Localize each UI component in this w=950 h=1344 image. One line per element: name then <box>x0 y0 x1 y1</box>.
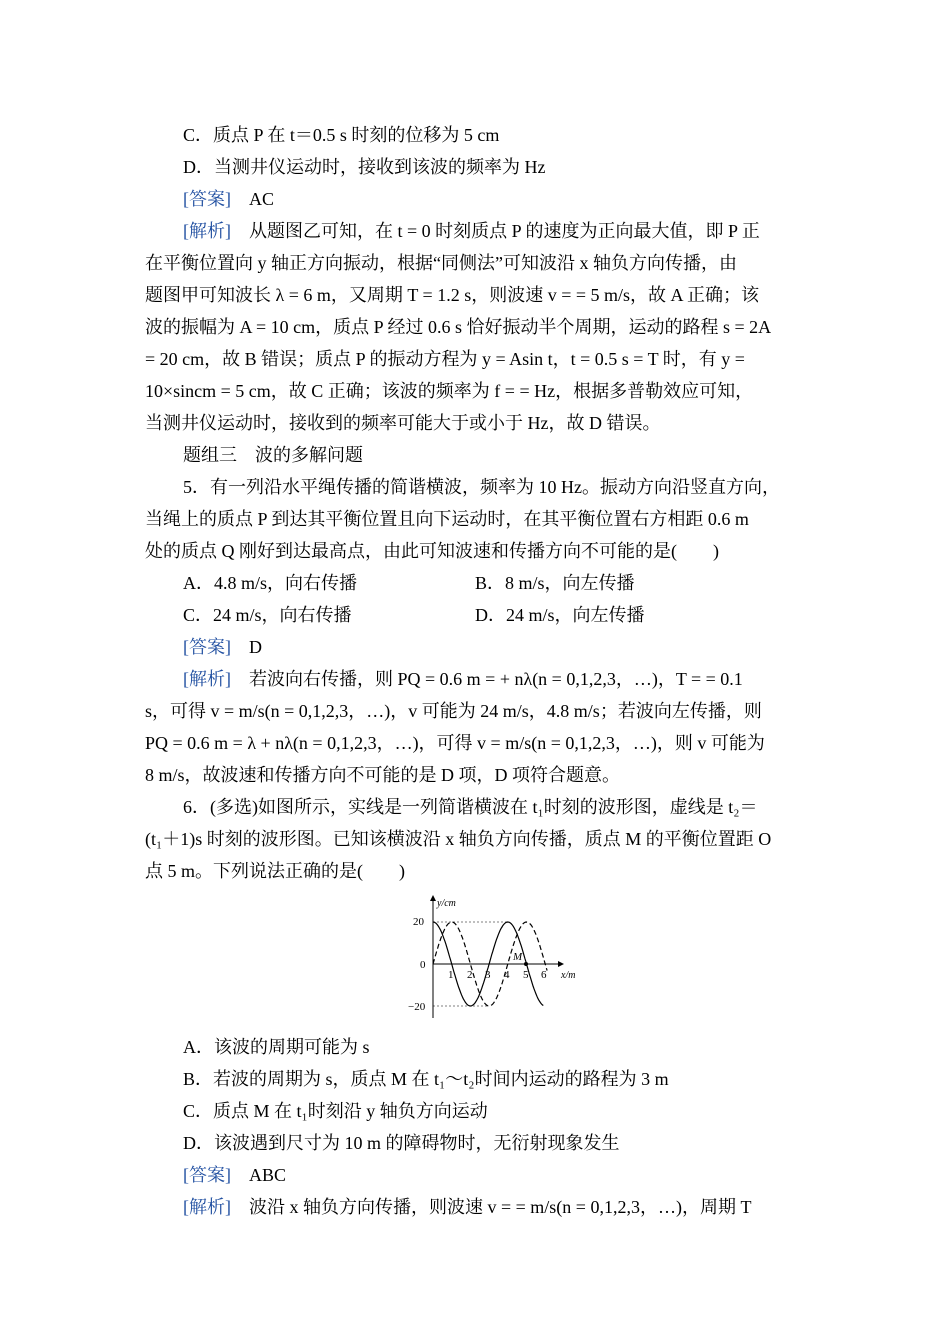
answer-tag: [答案] <box>183 189 231 209</box>
question-5-line: 5．有一列沿水平绳传播的简谐横波，频率为 10 Hz。振动方向沿竖直方向， <box>183 477 780 497</box>
point-m-marker <box>524 962 528 966</box>
option-d-line: D．当测井仪运动时，接收到该波的频率为 Hz <box>183 157 546 177</box>
question-5-line: 当绳上的质点 P 到达其平衡位置且向下运动时，在其平衡位置右方相距 0.6 m <box>145 509 749 529</box>
question-5-line: 处的质点 Q 刚好到达最高点，由此可知波速和传播方向不可能的是( ) <box>145 541 719 561</box>
analysis-line: 题图甲可知波长 λ = 6 m，又周期 T = 1.2 s，则波速 v = = 5 m/s，故 A 正确；该 <box>145 285 760 305</box>
options-row <box>183 572 803 594</box>
options-row <box>183 604 803 626</box>
option-a-line: A．该波的周期可能为 s <box>183 1037 370 1057</box>
option-d-line: D．该波遇到尺寸为 10 m 的障碍物时，无衍射现象发生 <box>183 1133 620 1153</box>
answer-tag: [答案] <box>183 637 231 657</box>
analysis-tag: [解析] <box>183 221 231 241</box>
analysis-line: [解析] 从题图乙可知，在 t = 0 时刻质点 P 的速度为正向最大值，即 P 正 <box>183 221 760 241</box>
option-c-line: C．质点 P 在 t＝0.5 s 时刻的位移为 5 cm <box>183 125 500 145</box>
analysis-line: 8 m/s，故波速和传播方向不可能的是 D 项，D 项符合题意。 <box>145 765 621 785</box>
y-tick-label: −20 <box>408 1001 426 1013</box>
section-heading: 题组三 波的多解问题 <box>183 445 363 465</box>
x-tick-label: 4 <box>504 969 510 981</box>
point-m-label: M <box>513 951 523 963</box>
answer-tag: [答案] <box>183 1165 231 1185</box>
answer-line: [答案] ABC <box>183 1165 287 1185</box>
x-tick-label: 2 <box>467 969 473 981</box>
wave-figure <box>405 888 590 1023</box>
x-axis-label: x/m <box>561 970 576 981</box>
answer-line: [答案] D <box>183 637 262 657</box>
option-a: A．4.8 m/s，向右传播 <box>183 573 358 593</box>
x-tick-label: 3 <box>485 969 491 981</box>
option-c: C．24 m/s，向右传播 <box>183 605 352 625</box>
x-tick-label: 1 <box>448 969 454 981</box>
analysis-line: [解析] 若波向右传播，则 PQ = 0.6 m = + nλ(n = 0,1,2,3，…)，T = = 0.1 <box>183 669 743 689</box>
analysis-line: [解析] 波沿 x 轴负方向传播，则波速 v = = m/s(n = 0,1,2,3，…)，周期 T <box>183 1197 752 1217</box>
answer-line: [答案] AC <box>183 189 275 209</box>
y-tick-label: 20 <box>413 916 424 928</box>
option-b-line: B．若波的周期为 s，质点 M 在 t₁～t₂时间内运动的路程为 3 m <box>183 1069 669 1089</box>
y-axis-label: y/cm <box>437 898 456 909</box>
analysis-tag: [解析] <box>183 1197 231 1217</box>
analysis-line: = 20 cm，故 B 错误；质点 P 的振动方程为 y = Asin t，t = 0.5 s = T 时，有 y = <box>145 349 745 369</box>
option-d: D．24 m/s，向左传播 <box>475 605 645 625</box>
y-tick-label: 0 <box>420 959 426 971</box>
analysis-line: s，可得 v = m/s(n = 0,1,2,3，…)，v 可能为 24 m/s，4.8 m/s；若波向左传播，则 <box>145 701 762 721</box>
question-6-line: 点 5 m。下列说法正确的是( ) <box>145 861 405 881</box>
question-6-line: (t₁＋1)s 时刻的波形图。已知该横波沿 x 轴负方向传播，质点 M 的平衡位置距 O <box>145 829 772 849</box>
analysis-line: 波的振幅为 A = 10 cm，质点 P 经过 0.6 s 恰好振动半个周期，运动的路程 s = 2A <box>145 317 772 337</box>
option-b: B．8 m/s，向左传播 <box>475 573 635 593</box>
analysis-line: PQ = 0.6 m = λ + nλ(n = 0,1,2,3，…)，可得 v = m/s(n = 0,1,2,3，…)，则 v 可能为 <box>145 733 765 753</box>
analysis-tag: [解析] <box>183 669 231 689</box>
question-6-line: 6．(多选)如图所示，实线是一列简谐横波在 t₁时刻的波形图，虚线是 t₂＝ <box>183 797 758 817</box>
analysis-line: 10×sincm = 5 cm，故 C 正确；该波的频率为 f = = Hz，根据多普勒效应可知， <box>145 381 754 401</box>
analysis-line: 在平衡位置向 y 轴正方向振动，根据“同侧法”可知波沿 x 轴负方向传播，由 <box>145 253 737 273</box>
option-c-line: C．质点 M 在 t₁时刻沿 y 轴负方向运动 <box>183 1101 488 1121</box>
analysis-line: 当测井仪运动时，接收到的频率可能大于或小于 Hz，故 D 错误。 <box>145 413 661 433</box>
x-tick-label: 6 <box>541 969 547 981</box>
x-tick-label: 5 <box>523 969 529 981</box>
